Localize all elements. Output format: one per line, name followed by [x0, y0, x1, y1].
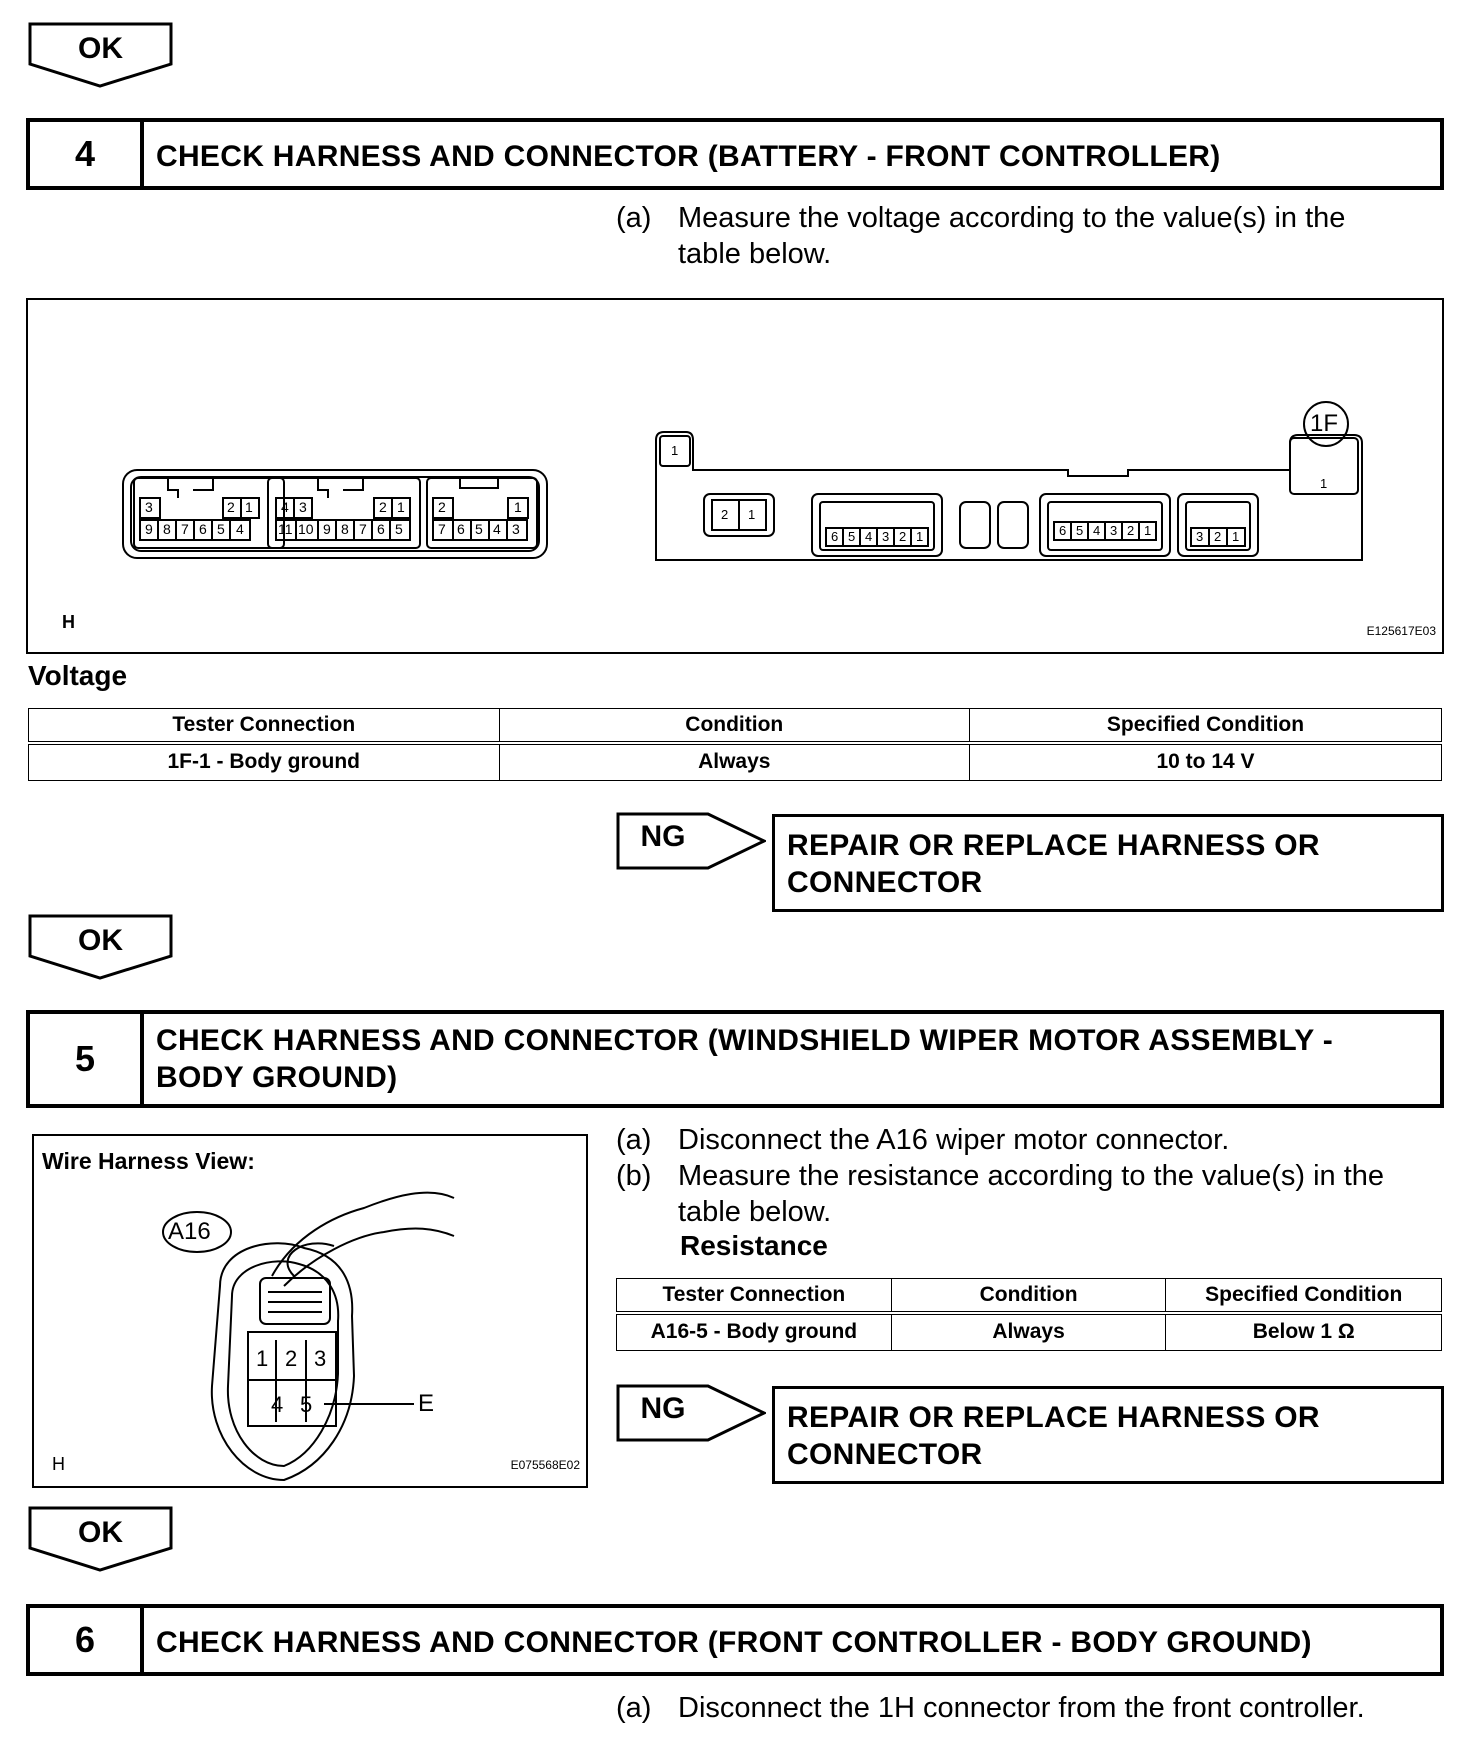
pin-label: 6	[199, 521, 207, 537]
pin-label: 3	[145, 499, 153, 515]
instruction-label: (a)	[616, 202, 652, 234]
pin-label: 10	[298, 521, 314, 537]
pin-label: 8	[341, 521, 349, 537]
pin-label: 8	[163, 521, 171, 537]
pin-label: 3	[882, 529, 890, 544]
pin-label: 5	[300, 1392, 313, 1417]
table-header-row	[29, 709, 1442, 743]
table-row	[617, 1313, 1442, 1351]
pin-label: 9	[323, 521, 331, 537]
ok-arrow-1	[28, 22, 173, 88]
pin-label: 2	[379, 499, 387, 515]
pin-label: 1	[916, 529, 924, 544]
table-header-cell: Tester Connection	[617, 1279, 892, 1313]
step-5-instruction-b	[616, 1158, 1446, 1232]
step-6-instruction-a	[616, 1690, 1446, 1726]
pin-label: 2	[899, 529, 907, 544]
ng-action-step-5: REPAIR OR REPLACE HARNESS OR CONNECTOR	[772, 1386, 1444, 1484]
pin-label: 1	[514, 499, 522, 515]
connector-drawing	[28, 300, 1442, 652]
pin-label: 4	[865, 529, 873, 544]
pin-label: 1	[1232, 529, 1240, 544]
pin-label: 1	[1320, 476, 1328, 491]
pin-label: 2	[438, 499, 446, 515]
table-cell: 1F-1 - Body ground	[29, 743, 500, 781]
pin-label: 2	[285, 1346, 298, 1371]
pin-label: 3	[512, 521, 520, 537]
step-5-header	[26, 1010, 1444, 1108]
instruction-text: Disconnect the A16 wiper motor connector.	[678, 1124, 1230, 1156]
connector-tag-a16: A16	[168, 1218, 211, 1245]
step-4-header	[26, 118, 1444, 190]
ok-arrow-3	[28, 1506, 173, 1572]
pin-label: 11	[278, 521, 293, 537]
step-title: CHECK HARNESS AND CONNECTOR (WINDSHIELD WIPER MOTOR ASSEMBLY - BODY GROUND)	[156, 1024, 1333, 1094]
step-number: 5	[30, 1014, 144, 1104]
pin-label: 5	[475, 521, 483, 537]
step-title: CHECK HARNESS AND CONNECTOR (FRONT CONTROLLER - BODY GROUND)	[156, 1626, 1312, 1659]
table-header-cell: Condition	[891, 1279, 1166, 1313]
step-number: 4	[30, 122, 144, 186]
ok-arrow-2	[28, 914, 173, 980]
pin-label: 6	[1059, 523, 1067, 538]
voltage-table-title: Voltage	[28, 660, 128, 691]
ok-label: OK	[78, 1516, 123, 1549]
wire-harness-view-a16	[32, 1134, 588, 1488]
instruction-label: (a)	[616, 1692, 652, 1724]
pin-label: 2	[721, 507, 729, 522]
pin-label: 7	[181, 521, 189, 537]
pin-label: 6	[377, 521, 385, 537]
figure-code: E075568E02	[510, 1458, 580, 1472]
wiper-connector-drawing	[34, 1136, 586, 1486]
pin-label: 7	[438, 521, 446, 537]
pin-label: 3	[314, 1346, 327, 1371]
table-cell: A16-5 - Body ground	[617, 1313, 892, 1351]
ng-arrow-step-5	[616, 1384, 766, 1442]
pin-label: 4	[271, 1392, 284, 1417]
pin-label: 1	[245, 499, 253, 515]
table-cell: Always	[499, 743, 970, 781]
pin-label: 5	[395, 521, 403, 537]
figure-heading: Wire Harness View:	[42, 1148, 255, 1174]
instruction-label: (b)	[616, 1160, 652, 1192]
instruction-text: Measure the resistance according to the value(s) in the table below.	[678, 1160, 1385, 1228]
table-header-cell: Specified Condition	[1166, 1279, 1442, 1313]
pin-label: 3	[1196, 529, 1204, 544]
instruction-text: Disconnect the 1H connector from the front controller.	[678, 1692, 1365, 1724]
connector-diagram-front-controller	[26, 298, 1444, 654]
pin-label: 7	[359, 521, 367, 537]
pin-label: 4	[1093, 523, 1101, 538]
table-cell: 10 to 14 V	[970, 743, 1442, 781]
pin-label: 6	[457, 521, 465, 537]
step-5-instruction-a	[616, 1122, 1446, 1158]
figure-corner-letter: H	[62, 612, 75, 632]
resistance-table	[616, 1278, 1442, 1351]
pin-label: 9	[145, 521, 153, 537]
step-4-instruction-a	[616, 200, 1416, 274]
pin-label: 5	[1076, 523, 1084, 538]
pin-label: 4	[236, 521, 244, 537]
resistance-table-title: Resistance	[680, 1230, 828, 1261]
table-header-row	[617, 1279, 1442, 1313]
ng-action-step-4: REPAIR OR REPLACE HARNESS OR CONNECTOR	[772, 814, 1444, 912]
connector-tag-1f: 1F	[1310, 410, 1339, 437]
pin-label: 3	[299, 499, 307, 515]
pin-label: 2	[227, 499, 235, 515]
pin-label: 1	[256, 1346, 269, 1371]
ok-label: OK	[78, 924, 123, 957]
pin-label: 5	[217, 521, 225, 537]
figure-corner-letter: H	[52, 1454, 65, 1474]
table-header-cell: Condition	[499, 709, 970, 743]
table-header-cell: Tester Connection	[29, 709, 500, 743]
instruction-text: Measure the voltage according to the value(s) in the table below.	[678, 202, 1346, 270]
pin-label: 1	[1144, 523, 1152, 538]
ok-label: OK	[78, 32, 123, 65]
pin-label: 1	[397, 499, 405, 515]
figure-code: E125617E03	[1366, 624, 1436, 638]
voltage-table	[28, 708, 1442, 781]
ng-label: NG	[640, 1392, 686, 1425]
table-row	[29, 743, 1442, 781]
ng-label: NG	[640, 820, 686, 853]
pin-label: 2	[1214, 529, 1222, 544]
pin-label: 4	[493, 521, 501, 537]
pin-label: 2	[1127, 523, 1135, 538]
pin-label: 3	[1110, 523, 1118, 538]
pin-label: 1	[671, 443, 679, 458]
pin-label: 1	[748, 507, 756, 522]
table-cell: Always	[891, 1313, 1166, 1351]
pin-label: 6	[831, 529, 839, 544]
callout-label: E	[418, 1390, 435, 1417]
table-header-cell: Specified Condition	[970, 709, 1442, 743]
instruction-label: (a)	[616, 1124, 652, 1156]
step-number: 6	[30, 1608, 144, 1672]
table-cell: Below 1 Ω	[1166, 1313, 1442, 1351]
pin-label: 4	[281, 499, 289, 515]
pin-label: 5	[848, 529, 856, 544]
ng-arrow-step-4	[616, 812, 766, 870]
step-6-header	[26, 1604, 1444, 1676]
step-title: CHECK HARNESS AND CONNECTOR (BATTERY - FRONT CONTROLLER)	[156, 140, 1221, 173]
